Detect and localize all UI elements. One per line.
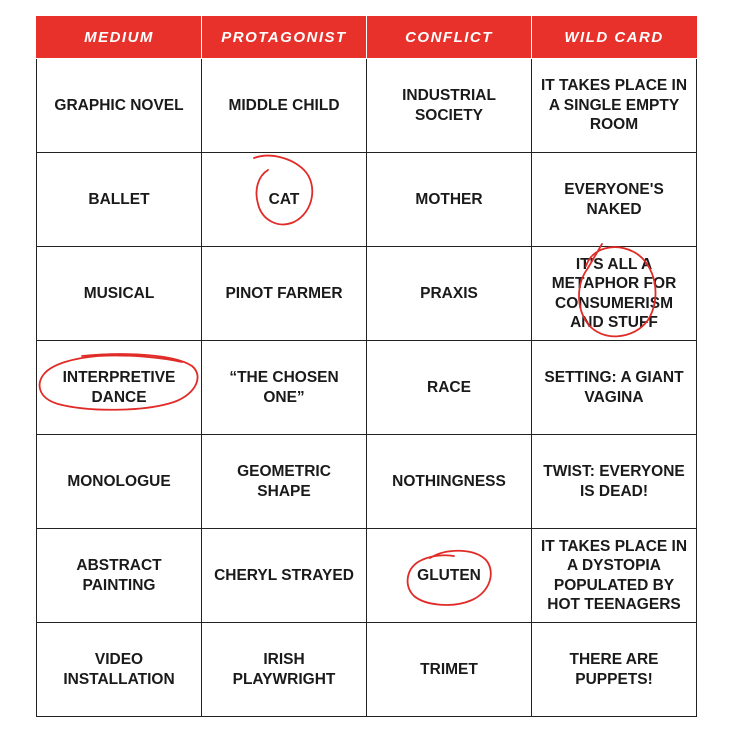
bingo-cell-circled: IT'S ALL A METAPHOR FOR CONSUMERISM AND STUFF xyxy=(532,247,697,341)
bingo-cell: CHERYL STRAYED xyxy=(202,529,367,623)
bingo-cell: MOTHER xyxy=(367,153,532,247)
bingo-cell: INDUSTRIAL SOCIETY xyxy=(367,59,532,153)
bingo-cell: BALLET xyxy=(37,153,202,247)
header-protagonist: PROTAGONIST xyxy=(202,17,367,59)
bingo-cell: SETTING: A GIANT VAGINA xyxy=(532,341,697,435)
bingo-cell: VIDEO INSTALLATION xyxy=(37,623,202,717)
bingo-cell: “THE CHOSEN ONE” xyxy=(202,341,367,435)
bingo-cell-circled: CAT xyxy=(202,153,367,247)
bingo-cell: NOTHINGNESS xyxy=(367,435,532,529)
header-row xyxy=(37,17,697,59)
bingo-cell: GEOMETRIC SHAPE xyxy=(202,435,367,529)
bingo-cell: PRAXIS xyxy=(367,247,532,341)
bingo-cell: MONOLOGUE xyxy=(37,435,202,529)
bingo-cell-circled: INTERPRETIVE DANCE xyxy=(37,341,202,435)
bingo-body xyxy=(37,59,697,717)
bingo-cell: ABSTRACT PAINTING xyxy=(37,529,202,623)
bingo-cell: THERE ARE PUPPETS! xyxy=(532,623,697,717)
bingo-cell: IT TAKES PLACE IN A SINGLE EMPTY ROOM xyxy=(532,59,697,153)
bingo-cell: PINOT FARMER xyxy=(202,247,367,341)
header-medium: MEDIUM xyxy=(37,17,202,59)
bingo-header xyxy=(37,17,697,59)
bingo-cell: MIDDLE CHILD xyxy=(202,59,367,153)
bingo-row xyxy=(37,623,697,717)
bingo-cell: EVERYONE'S NAKED xyxy=(532,153,697,247)
bingo-row xyxy=(37,341,697,435)
header-wild-card: WILD CARD xyxy=(532,17,697,59)
bingo-cell: MUSICAL xyxy=(37,247,202,341)
bingo-row xyxy=(37,59,697,153)
bingo-cell: RACE xyxy=(367,341,532,435)
header-conflict: CONFLICT xyxy=(367,17,532,59)
bingo-cell: TRIMET xyxy=(367,623,532,717)
bingo-row xyxy=(37,435,697,529)
bingo-row xyxy=(37,247,697,341)
bingo-cell-circled: GLUTEN xyxy=(367,529,532,623)
bingo-cell: IRISH PLAYWRIGHT xyxy=(202,623,367,717)
bingo-cell: GRAPHIC NOVEL xyxy=(37,59,202,153)
bingo-card xyxy=(36,16,697,717)
bingo-row xyxy=(37,529,697,623)
bingo-row xyxy=(37,153,697,247)
bingo-cell: TWIST: EVERYONE IS DEAD! xyxy=(532,435,697,529)
bingo-cell: IT TAKES PLACE IN A DYSTOPIA POPULATED BY HOT TEENAGERS xyxy=(532,529,697,623)
